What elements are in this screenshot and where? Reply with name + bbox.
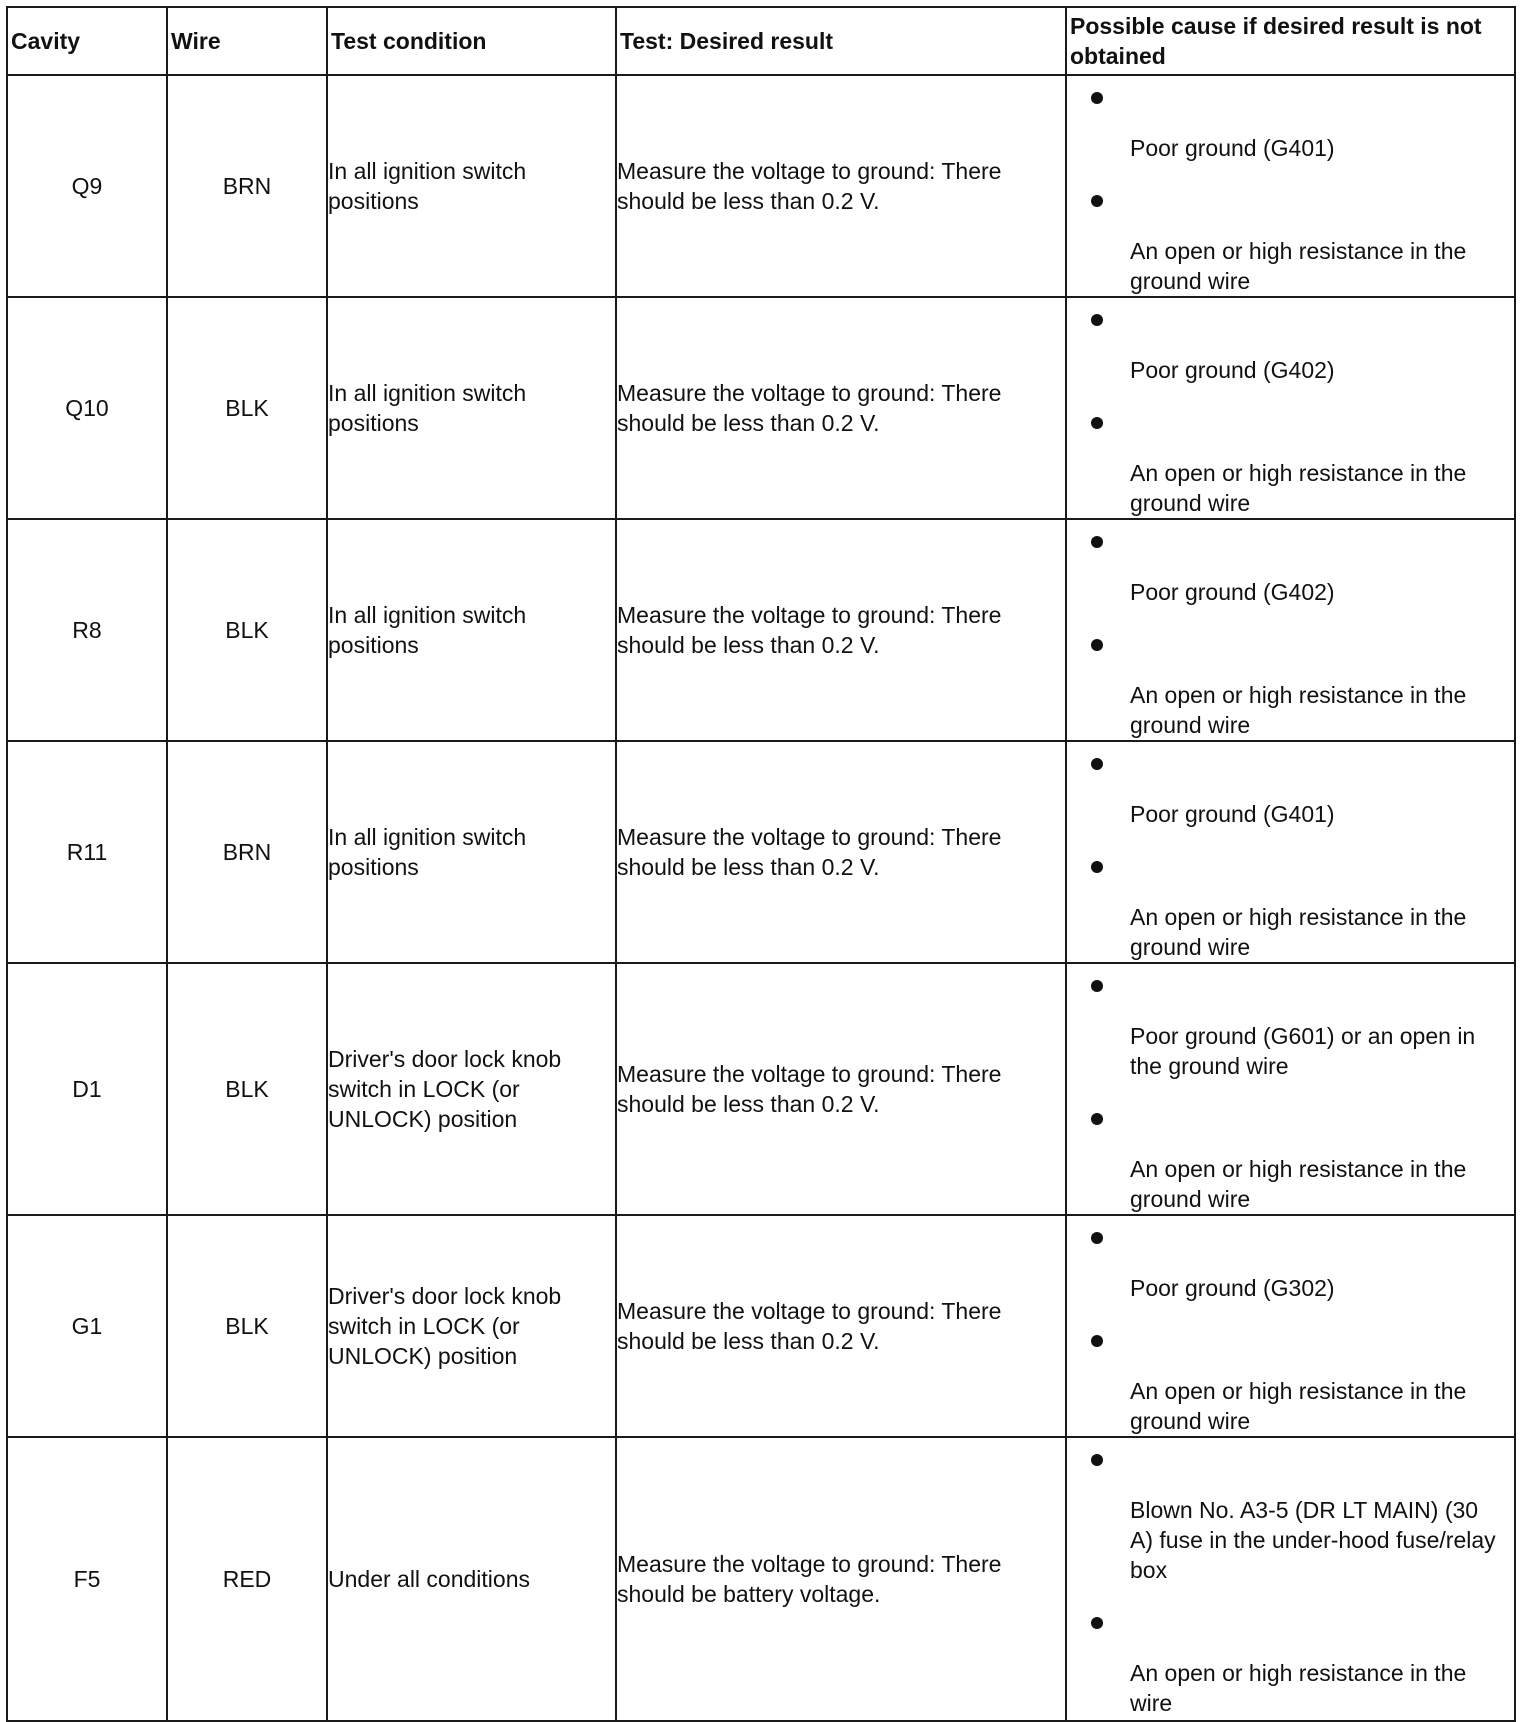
cause-item: Poor ground (G402) [1130,579,1335,605]
cause-item: An open or high resistance in the ground wire [1130,682,1467,738]
bullet-icon [1091,1232,1103,1244]
test-condition-cell: Driver's door lock knob switch in LOCK (or UNLOCK) position [327,1215,616,1437]
table-row [7,1437,1515,1721]
cause-item: An open or high resistance in the ground wire [1130,238,1467,294]
bullet-icon [1091,536,1103,548]
bullet-icon [1091,861,1103,873]
desired-result-cell: Measure the voltage to ground: There should be less than 0.2 V. [616,75,1066,297]
cause-item: An open or high resistance in the ground wire [1130,904,1467,960]
desired-result-cell: Measure the voltage to ground: There should be less than 0.2 V. [616,1215,1066,1437]
header-test-condition: Test condition [327,7,616,75]
bullet-icon [1091,758,1103,770]
bullet-icon [1091,314,1103,326]
cavity-cell: Q9 [7,75,167,297]
possible-cause-cell [1066,1437,1515,1721]
wire-cell: BRN [167,75,327,297]
possible-cause-cell [1066,519,1515,741]
wire-cell: BLK [167,519,327,741]
bullet-icon [1091,1617,1103,1629]
header-desired-result: Test: Desired result [616,7,1066,75]
bullet-icon [1091,92,1103,104]
table-row [7,741,1515,963]
header-wire: Wire [167,7,327,75]
test-condition-cell: Driver's door lock knob switch in LOCK (or UNLOCK) position [327,963,616,1215]
desired-result-cell: Measure the voltage to ground: There should be battery voltage. [616,1437,1066,1721]
cause-item: Poor ground (G402) [1130,357,1335,383]
cause-item: Poor ground (G601) or an open in the ground wire [1130,1023,1476,1079]
cause-item: An open or high resistance in the ground wire [1130,1378,1467,1434]
wire-cell: BLK [167,297,327,519]
bullet-icon [1091,980,1103,992]
table-row [7,519,1515,741]
cause-item: Poor ground (G401) [1130,801,1335,827]
header-row [7,7,1515,75]
test-condition-cell: In all ignition switch positions [327,75,616,297]
cause-item: An open or high resistance in the ground wire [1130,460,1467,516]
wire-cell: RED [167,1437,327,1721]
cause-item: An open or high resistance in the ground wire [1130,1156,1467,1212]
table-row [7,963,1515,1215]
cause-item: An open or high resistance in the wire [1130,1660,1467,1716]
test-condition-cell: In all ignition switch positions [327,741,616,963]
bullet-icon [1091,417,1103,429]
cavity-cell: F5 [7,1437,167,1721]
bullet-icon [1091,1454,1103,1466]
header-cavity: Cavity [7,7,167,75]
test-condition-cell: In all ignition switch positions [327,297,616,519]
desired-result-cell: Measure the voltage to ground: There should be less than 0.2 V. [616,297,1066,519]
test-condition-cell: Under all conditions [327,1437,616,1721]
bullet-icon [1091,1113,1103,1125]
cavity-cell: R11 [7,741,167,963]
table-row [7,1215,1515,1437]
possible-cause-cell [1066,741,1515,963]
connector-test-table [6,6,1516,1722]
wire-cell: BLK [167,1215,327,1437]
header-possible-cause: Possible cause if desired result is not obtained [1066,7,1515,75]
table-row [7,75,1515,297]
cavity-cell: D1 [7,963,167,1215]
table-row [7,297,1515,519]
desired-result-cell: Measure the voltage to ground: There should be less than 0.2 V. [616,741,1066,963]
test-condition-cell: In all ignition switch positions [327,519,616,741]
desired-result-cell: Measure the voltage to ground: There should be less than 0.2 V. [616,519,1066,741]
possible-cause-cell [1066,297,1515,519]
possible-cause-cell [1066,75,1515,297]
possible-cause-cell [1066,963,1515,1215]
desired-result-cell: Measure the voltage to ground: There should be less than 0.2 V. [616,963,1066,1215]
bullet-icon [1091,1335,1103,1347]
wire-cell: BRN [167,741,327,963]
cavity-cell: R8 [7,519,167,741]
cause-item: Blown No. A3-5 (DR LT MAIN) (30 A) fuse in the under-hood fuse/relay box [1130,1497,1496,1583]
bullet-icon [1091,639,1103,651]
cause-item: Poor ground (G401) [1130,135,1335,161]
cause-item: Poor ground (G302) [1130,1275,1335,1301]
bullet-icon [1091,195,1103,207]
possible-cause-cell [1066,1215,1515,1437]
wire-cell: BLK [167,963,327,1215]
cavity-cell: Q10 [7,297,167,519]
cavity-cell: G1 [7,1215,167,1437]
